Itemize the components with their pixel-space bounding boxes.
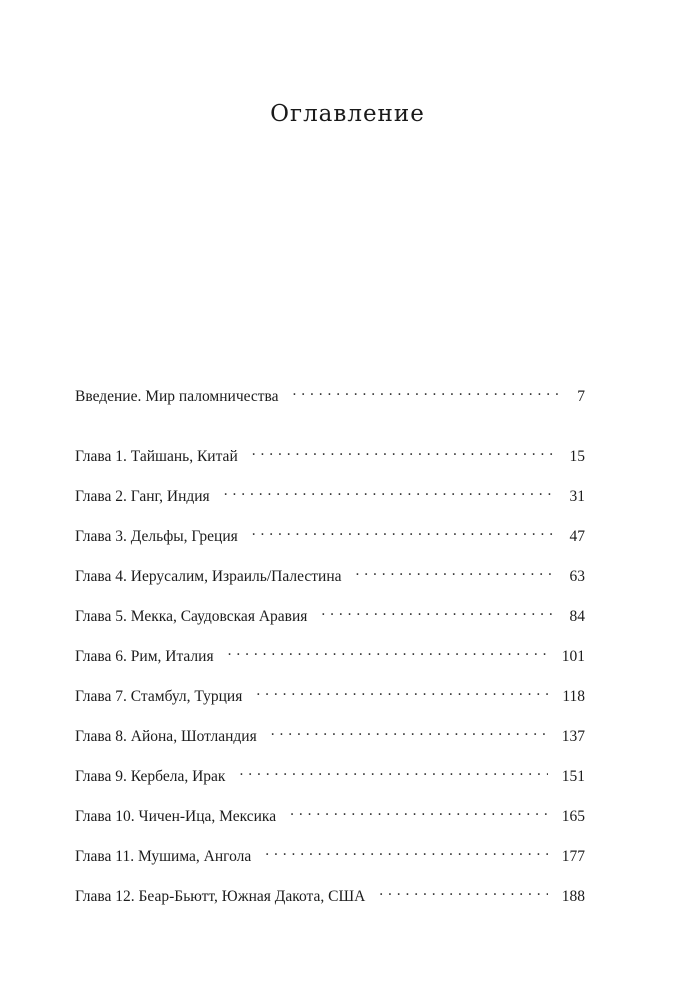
toc-entry-chapter-3[interactable] xyxy=(75,521,585,545)
dot-leader xyxy=(356,561,556,581)
toc-entry-page-number: 63 xyxy=(569,568,585,585)
toc-entry-label: Глава 1. Тайшань, Китай xyxy=(75,448,238,465)
toc-entry-page-number: 15 xyxy=(569,448,585,465)
dot-leader xyxy=(252,441,556,461)
toc-entry-label: Глава 7. Стамбул, Турция xyxy=(75,688,243,705)
toc-entry-page-number: 84 xyxy=(569,608,585,625)
toc-entry-chapter-4[interactable] xyxy=(75,561,585,585)
toc-entry-chapter-12[interactable] xyxy=(75,881,585,905)
toc-entry-label: Глава 2. Ганг, Индия xyxy=(75,488,210,505)
dot-leader xyxy=(293,381,564,401)
toc-entry-chapter-7[interactable] xyxy=(75,681,585,705)
toc-entry-chapter-1[interactable] xyxy=(75,441,585,465)
toc-entry-chapter-6[interactable] xyxy=(75,641,585,665)
dot-leader xyxy=(265,841,547,861)
toc-entry-page-number: 137 xyxy=(561,728,585,745)
dot-leader xyxy=(252,521,556,541)
dot-leader xyxy=(224,481,556,501)
toc-entry-label: Глава 10. Чичен-Ица, Мексика xyxy=(75,808,277,825)
toc-entry-page-number: 101 xyxy=(561,648,585,665)
dot-leader xyxy=(256,681,548,701)
dot-leader xyxy=(228,641,548,661)
toc-entry-chapter-9[interactable] xyxy=(75,761,585,785)
table-of-contents xyxy=(75,381,585,921)
toc-entry-chapter-11[interactable] xyxy=(75,841,585,865)
dot-leader xyxy=(239,761,547,781)
toc-entry-page-number: 47 xyxy=(569,528,585,545)
toc-entry-introduction[interactable] xyxy=(75,381,585,405)
page-title: Оглавление xyxy=(270,101,425,127)
toc-entry-label: Глава 12. Беар-Бьютт, Южная Дакота, США xyxy=(75,888,366,905)
toc-entry-label: Глава 3. Дельфы, Греция xyxy=(75,528,238,545)
toc-entry-page-number: 188 xyxy=(561,888,585,905)
toc-entry-label: Глава 4. Иерусалим, Израиль/Палестина xyxy=(75,568,342,585)
toc-entry-chapter-2[interactable] xyxy=(75,481,585,505)
toc-entry-page-number: 151 xyxy=(561,768,585,785)
dot-leader xyxy=(290,801,548,821)
dot-leader xyxy=(321,601,555,621)
toc-entry-page-number: 165 xyxy=(561,808,585,825)
toc-entry-chapter-5[interactable] xyxy=(75,601,585,625)
toc-entry-page-number: 118 xyxy=(562,688,585,705)
toc-entry-label: Глава 9. Кербела, Ирак xyxy=(75,768,226,785)
toc-entry-label: Глава 8. Айона, Шотландия xyxy=(75,728,257,745)
toc-entry-label: Введение. Мир паломничества xyxy=(75,388,279,405)
toc-entry-page-number: 7 xyxy=(577,388,585,405)
toc-entry-chapter-8[interactable] xyxy=(75,721,585,745)
toc-entry-page-number: 31 xyxy=(569,488,585,505)
toc-entry-label: Глава 11. Мушима, Ангола xyxy=(75,848,252,865)
dot-leader xyxy=(271,721,548,741)
toc-entry-page-number: 177 xyxy=(561,848,585,865)
toc-entry-chapter-10[interactable] xyxy=(75,801,585,825)
toc-entry-label: Глава 5. Мекка, Саудовская Аравия xyxy=(75,608,308,625)
toc-entry-label: Глава 6. Рим, Италия xyxy=(75,648,214,665)
dot-leader xyxy=(379,881,547,901)
